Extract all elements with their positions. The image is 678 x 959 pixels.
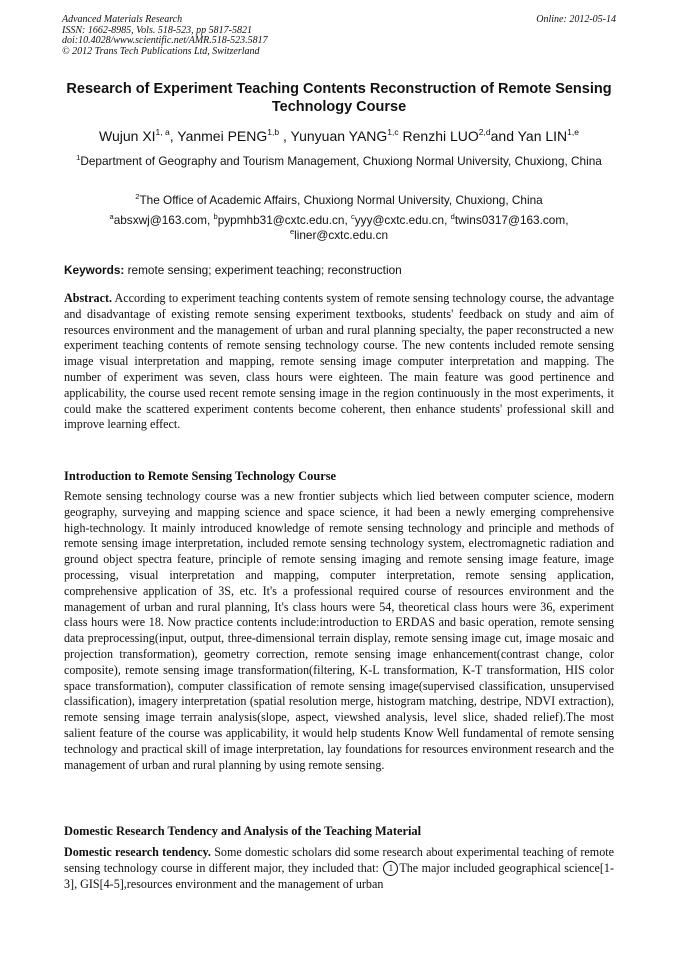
email-address: absxwj@163.com (113, 213, 207, 227)
author-name: Wujun XI (99, 128, 156, 144)
subsection-label: Domestic research tendency. (64, 845, 211, 859)
affiliation-1 (72, 154, 606, 169)
author-name: Renzhi LUO (402, 128, 479, 144)
keywords-text: remote sensing; experiment teaching; reconstruction (127, 263, 402, 277)
email-sup: d (450, 212, 455, 221)
author-name: Yanmei PENG (177, 128, 268, 144)
email-list: $^a$absxwj@163.com, $^b$pypmhb31@cxtc.edu.cn, $^c$yyy@cxtc.edu.cn, $^d$twins0317@163.com, $^e$liner@cxtc.edu.cn (109, 212, 569, 242)
affiliation-sup: 2 (135, 192, 140, 201)
affiliation-2 (72, 193, 606, 208)
paper-title: Research of Experiment Teaching Contents Reconstruction of Remote Sensing Technology Course (66, 81, 612, 115)
keywords-label: Keywords: (64, 263, 125, 277)
keywords (64, 263, 402, 277)
author-sup: 2,d (478, 127, 491, 137)
email-sup: b (213, 212, 218, 221)
doi-line: doi:10.4028/www.scientific.net/AMR.518-523.5817 (62, 35, 268, 46)
author-list: Wujun XI$^{1, a}$, Yanmei PENG$^{1,b}$ , Yunyuan YANG$^{1,c}$ Renzhi LUO$^{2,d}$and Yan LIN$^{1,e}$ (99, 127, 579, 144)
domestic-text-after: The major included geographical science[1-3], GIS[4-5],resources environment and the management of urban (64, 860, 614, 891)
email-address: yyy@cxtc.edu.cn (354, 213, 445, 227)
copyright-line: © 2012 Trans Tech Publications Ltd, Switzerland (62, 45, 260, 57)
affiliation-text: The Office of Academic Affairs, Chuxiong Normal University, Chuxiong, China (139, 193, 543, 207)
section-introduction-body: Remote sensing technology course was a new frontier subjects which lied between computer science, modern geography, surveying and mapping science and space science, it had been a newly emerging comprehensive high-technology. It mainly introduced knowledge of remote sensing technology and principle and methods of remote sensing image interpretation, included remote sensing technology system, electromagnetic radiation and ground object spectra feature, principle of remote sensing imaging and remote sensing image feature, image processing, visual interpretation and mapping, computer interpretation, remote sensing application, comprehensive application of 3S, etc. It's a professional required course of resources environment and the management of urban and rural planning, It's class hours were 54, theoretical class hours were 36, experiment class hours were 18. Now practice contents include:introduction to ERDAS and basic operation, remote sensing data preprocessing(input, output, three-dimensional terrain display, remote sensing image cut, image mosaic and projection transformation), geometry correction, remote sensing image enhancement(contrast change, color composite), remote sensing image transformation(filtering, K-L transformation, K-T transformation, HIS color space transformation), computer classification of remote sensing image(supervised classification, unsupervised classification), imagery interpretation (spatial resolution merge, histogram matching, destripe, NDVI extraction), remote sensing image terrain analysis(slope, aspect, viewshed analysis, level slice, shaded relief).The most salient feature of the course was applicability, it would help students Know Well fundamental of remote sensing technology and practical skill of image interpretation, lay foundations for resources environment research and the management of urban and rural planning by using remote sensing. (64, 489, 614, 772)
abstract (64, 291, 614, 433)
section-heading-introduction: Introduction to Remote Sensing Technology Course (64, 469, 337, 483)
email-sup: c (351, 212, 355, 221)
online-date: Online: 2012-05-14 (536, 14, 616, 25)
affiliation-sup: 1 (76, 153, 81, 162)
author-sup: 1, a (155, 127, 170, 137)
author-name: Yunyuan YANG (290, 128, 388, 144)
email-sup: e (289, 227, 295, 236)
email-address: twins0317@163.com (454, 213, 566, 227)
author-sup: 1,c (387, 127, 399, 137)
author-sup: 1,b (267, 127, 280, 137)
affiliation-text: Department of Geography and Tourism Management, Chuxiong Normal University, Chuxiong, China (80, 154, 602, 168)
abstract-label: Abstract. (64, 291, 113, 305)
journal-name: Advanced Materials Research (62, 14, 183, 25)
section-domestic-body (64, 845, 614, 892)
section-heading-domestic: Domestic Research Tendency and Analysis of the Teaching Material (64, 824, 422, 838)
email-address: pypmhb31@cxtc.edu.cn (217, 213, 345, 227)
abstract-text: According to experiment teaching contents system of remote sensing technology course, the advantage and disadvantage of existing remote sensing experiment textbooks, students' feedback on study and aim of resources environment and the management of urban and rural planning specialty, the paper reconstructed a new experiment teaching contents of remote sensing technology course. The new contents included remote sensing image visual interpretation and mapping, remote sensing image computer interpretation and mapping. The number of experiment was seven, class hours were eighteen. The main feature was good pertinence and applicability, the course used recent remote sensing image in the region continuously in the most experiments, it could make the scattered experiment contents become coherent, then enhance students' professional skill and improve learning effect. (64, 291, 614, 432)
email-sup: a (109, 212, 114, 221)
author-name: Yan LIN (517, 128, 568, 144)
author-sup: 1,e (567, 127, 579, 137)
domestic-text-before: Some domestic scholars did some research about experimental teaching of remote sensing technology course in different major, they included that: (64, 845, 614, 875)
issn-line: ISSN: 1662-8985, Vols. 518-523, pp 5817-5821 (62, 24, 252, 36)
email-address: liner@cxtc.edu.cn (294, 228, 389, 242)
circled-number: 1 (383, 861, 398, 876)
journal-header (62, 15, 616, 57)
